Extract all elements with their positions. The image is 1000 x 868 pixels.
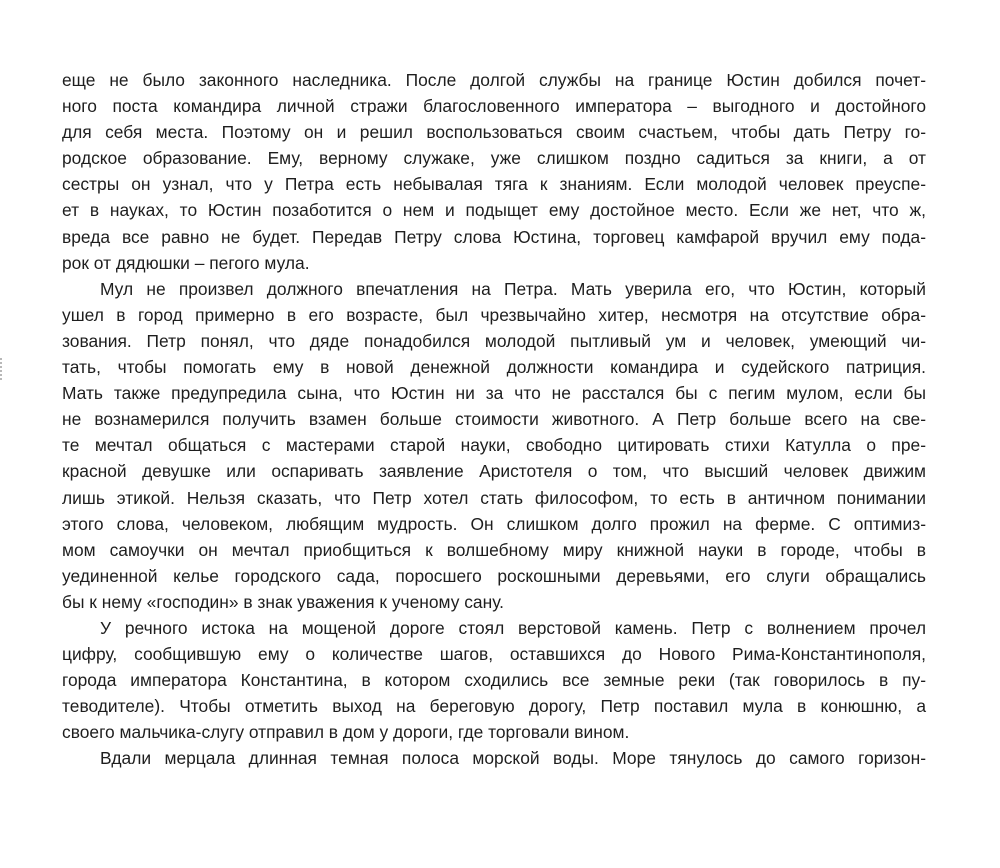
text-line: города императора Константина, в котором сходились все земные реки (так говорилось в пу- [62,670,926,691]
text-line: ного поста командира личной стражи благословенного императора – выгодного и достойного [62,96,926,117]
text-line: зования. Петр понял, что дяде понадобился молодой пытливый ум и человек, умеющий чи- [62,330,926,351]
text-line: родское образование. Ему, верному служаке, уже слишком поздно садиться за книги, а от [62,148,926,169]
text-line: красной девушке или оспаривать заявление Аристотеля о том, что высший человек движим [62,461,926,482]
paragraph-2 [62,276,926,615]
page-edge-mark [0,358,6,380]
text-line: еще не было законного наследника. После долгой службы на границе Юстин добился почет- [62,70,926,90]
text-line: Мать также предупредила сына, что Юстин ни за что не расстался бы с пегим мулом, если бы [62,383,926,404]
text-line: Мул не произвел должного впечатления на Петра. Мать уверила его, что Юстин, который [100,278,926,299]
text-line: не вознамерился получить взамен больше стоимости животного. А Петр больше всего на све- [62,409,926,430]
text-line: для себя места. Поэтому он и решил воспользоваться своим счастьем, чтобы дать Петру го- [62,122,926,143]
document-page [62,67,926,772]
text-line: У речного истока на мощеной дороге стоял верстовой камень. Петр с волнением прочел [100,617,926,638]
text-line: мом самоучки он мечтал приобщиться к волшебному миру книжной науки в городе, чтобы в [62,539,926,560]
text-line: ушел в город примерно в его возрасте, был чрезвычайно хитер, несмотря на отсутствие обра- [62,304,926,325]
paragraph-1 [62,67,926,276]
text-line: Вдали мерцала длинная темная полоса морской воды. Море тянулось до самого горизон- [100,748,926,769]
text-line: те мечтал общаться с мастерами старой науки, свободно цитировать стихи Катулла о пре- [62,435,926,456]
text-line: этого слова, человеком, любящим мудрость. Он слишком долго прожил на ферме. С оптимиз- [62,513,926,534]
text-line: ет в науках, то Юстин позаботится о нем и подыщет ему достойное место. Если же нет, что ж, [62,200,926,221]
paragraph-4 [62,745,926,771]
text-line: сестры он узнал, что у Петра есть небывалая тяга к знаниям. Если молодой человек преуспе- [62,174,926,195]
text-line: бы к нему «господин» в знак уважения к ученому сану. [62,591,504,612]
text-line: лишь этикой. Нельзя сказать, что Петр хотел стать философом, то есть в античном понимании [62,487,926,508]
text-line: вреда все равно не будет. Передав Петру слова Юстина, торговец камфарой вручил ему пода- [62,226,926,247]
text-line: уединенной келье городского сада, поросшего роскошными деревьями, его слуги обращались [62,565,926,586]
text-line: своего мальчика-слугу отправил в дом у дороги, где торговали вином. [62,722,630,743]
paragraph-3 [62,615,926,745]
text-line: тать, чтобы помогать ему в новой денежной должности командира и судейского патриция. [62,357,926,378]
text-line: теводителе). Чтобы отметить выход на береговую дорогу, Петр поставил мула в конюшню, а [62,696,926,717]
text-line: цифру, сообщившую ему о количестве шагов, оставшихся до Нового Рима-Константинополя, [62,644,926,665]
text-line: рок от дядюшки – пегого мула. [62,252,310,273]
